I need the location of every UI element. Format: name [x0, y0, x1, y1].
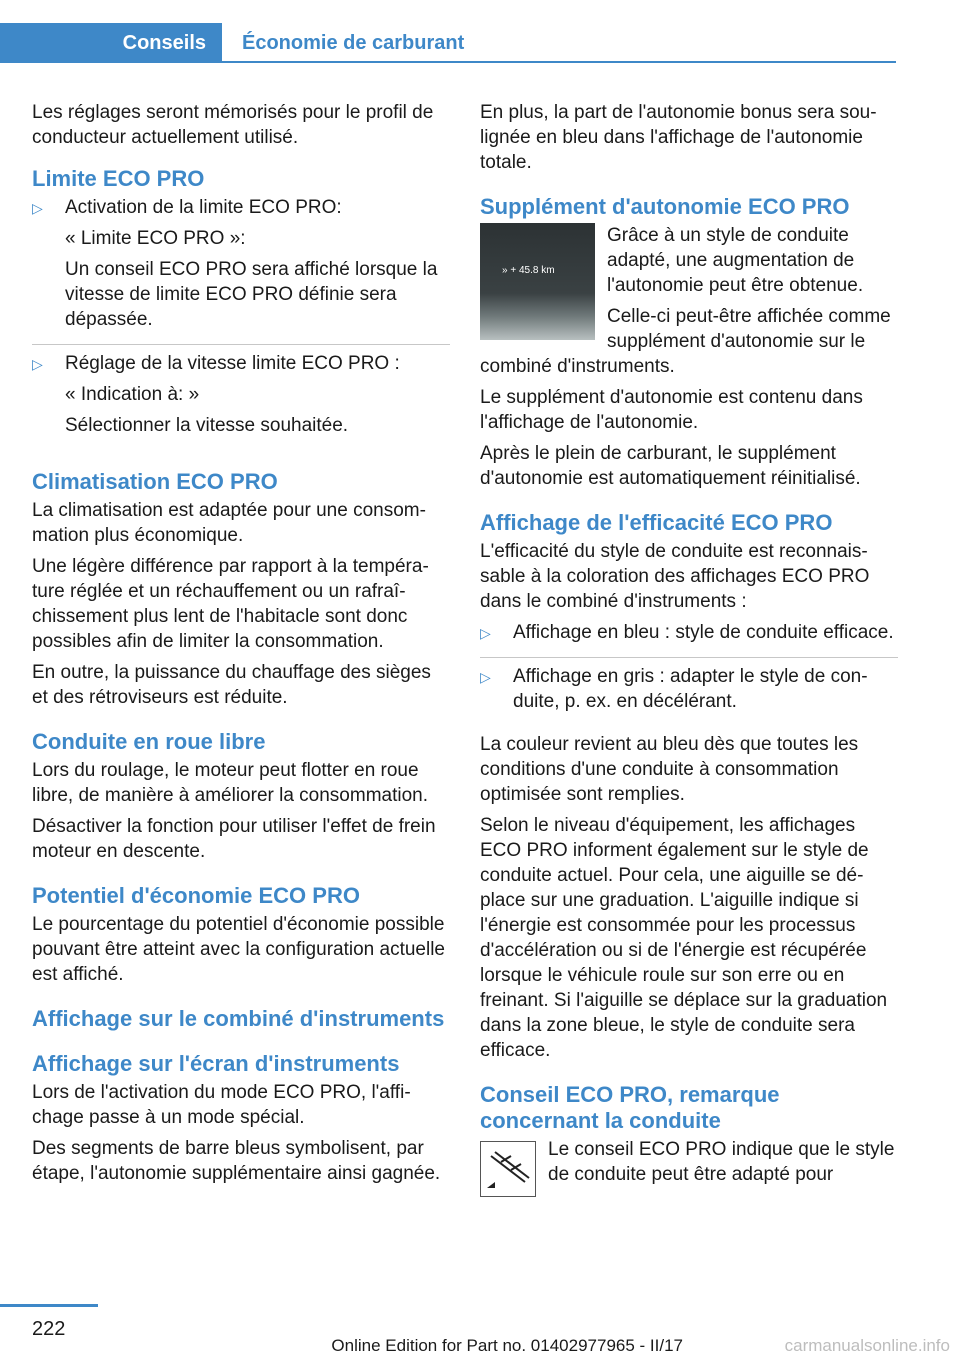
list-item-text: Affichage en gris : adapter le style de conduite, p. ex. en décélérant.: [513, 666, 868, 712]
efficacite-list: [480, 620, 898, 726]
list-item-text: Un conseil ECO PRO sera affiché lorsque la vitesse de limite ECO PRO définie sera dépassée.: [65, 259, 438, 330]
paragraph: L'efficacité du style de conduite est reconnaissable à la coloration des affichages ECO PRO dans le combiné d'instruments :: [480, 541, 870, 612]
list-item: [480, 620, 898, 658]
paragraph: Lors du roulage, le moteur peut flotter en roue libre, de manière à améliorer la consommation.: [32, 760, 429, 806]
right-column: [480, 100, 898, 1201]
page-header: [0, 0, 960, 64]
eco-pro-hint-icon: [480, 1141, 536, 1197]
heading-efficacite: Affichage de l'efficacité ECO PRO: [480, 510, 833, 535]
limite-list: [32, 195, 450, 450]
list-item-text: « Indication à: »: [65, 384, 200, 405]
paragraph: Désactiver la fonction pour utiliser l'effet de frein moteur en descente.: [32, 816, 436, 862]
intro-paragraph: Les réglages seront mémorisés pour le profil de conducteur actuellement utilisé.: [32, 102, 434, 148]
supplement-figure-block: [480, 223, 898, 385]
section-title[interactable]: Économie de carburant: [242, 32, 465, 54]
list-item-text: Sélectionner la vitesse souhaitée.: [65, 415, 349, 436]
page-number: 222: [32, 1318, 66, 1340]
heading-supplement: Supplément d'autonomie ECO PRO: [480, 194, 850, 219]
intro-paragraph: En plus, la part de l'autonomie bonus sera soulignée en bleu dans l'affichage de l'autonomie totale.: [480, 102, 877, 173]
paragraph: Le supplément d'autonomie est contenu dans l'affichage de l'autonomie.: [480, 387, 863, 433]
paragraph: En outre, la puissance du chauffage des sièges et des rétroviseurs est réduite.: [32, 662, 431, 708]
paragraph: Lors de l'activation du mode ECO PRO, l'affichage passe à un mode spécial.: [32, 1082, 411, 1128]
triangle-bullet-icon: ▷: [480, 669, 491, 685]
conseil-figure-block: [480, 1137, 898, 1187]
heading-conseil: Conseil ECO PRO, remarque concernant la conduite: [480, 1082, 780, 1133]
heading-potentiel: Potentiel d'économie ECO PRO: [32, 883, 360, 908]
list-item-text: « Limite ECO PRO »:: [65, 228, 246, 249]
paragraph: Après le plein de carburant, le supplément d'autonomie est automatiquement réinitialisé.: [480, 443, 861, 489]
triangle-bullet-icon: ▷: [480, 625, 491, 641]
heading-ecran: Affichage sur l'écran d'instruments: [32, 1051, 400, 1076]
paragraph: Une légère différence par rapport à la température réglée et un réchauffement ou un rafraîchissement plus lent de l'habitacle sont donc possibles afin de limiter la consommation.: [32, 556, 429, 652]
list-item-text: Réglage de la vitesse limite ECO PRO :: [65, 353, 400, 374]
heading-limite: Limite ECO PRO: [32, 166, 205, 191]
footer-rule: [0, 1304, 98, 1307]
list-item: [32, 351, 450, 450]
paragraph: Des segments de barre bleus symbolisent, par étape, l'autonomie supplémentaire ainsi gagnée.: [32, 1138, 441, 1184]
list-item: [480, 664, 898, 726]
list-item-text: Affichage en bleu : style de conduite efficace.: [513, 622, 894, 643]
paragraph: Selon le niveau d'équipement, les affichages ECO PRO informent également sur le style de conduite actuel. Pour cela, une aiguille se déplace sur une graduation. L'aiguille indique si l'énergie est consommée pour les processus d'accélération ou si de l'énergie est récupérée lorsque le véhicule roule sur son erre ou en freinant. Si l'aiguille se déplace sur la graduation dans la zone bleue, le style de conduite sera efficace.: [480, 815, 888, 1061]
paragraph: La couleur revient au bleu dès que toutes les conditions d'une conduite à consommation optimisée sont remplies.: [480, 734, 859, 805]
header-rule: [222, 61, 896, 63]
heading-climatisation: Climatisation ECO PRO: [32, 469, 278, 494]
paragraph: Celle-ci peut-être affichée comme supplément d'autonomie sur le combiné d'instruments.: [480, 306, 891, 377]
paragraph: Grâce à un style de conduite adapté, une augmentation de l'autonomie peut être obtenue.: [607, 225, 864, 296]
list-item: [32, 195, 450, 345]
list-item-text: Activation de la limite ECO PRO:: [65, 197, 342, 218]
heading-combine: Affichage sur le combiné d'instruments: [32, 1006, 445, 1031]
heading-roue-libre: Conduite en roue libre: [32, 729, 266, 754]
paragraph: Le conseil ECO PRO indique que le style de conduite peut être adapté pour: [548, 1139, 895, 1185]
left-column: [32, 100, 450, 1192]
chapter-tab[interactable]: Conseils: [0, 23, 222, 63]
triangle-bullet-icon: ▷: [32, 356, 43, 372]
triangle-bullet-icon: ▷: [32, 200, 43, 216]
watermark: carmanualsonline.info: [784, 1336, 950, 1355]
paragraph: Le pourcentage du potentiel d'économie possible pouvant être atteint avec la configuration actuelle est affiché.: [32, 914, 445, 985]
paragraph: La climatisation est adaptée pour une consommation plus économique.: [32, 500, 426, 546]
dashboard-range-image: [480, 223, 595, 340]
range-readout: » + 45.8 km: [502, 265, 555, 276]
edition-note: Online Edition for Part no. 01402977965 - II/17: [331, 1336, 683, 1355]
